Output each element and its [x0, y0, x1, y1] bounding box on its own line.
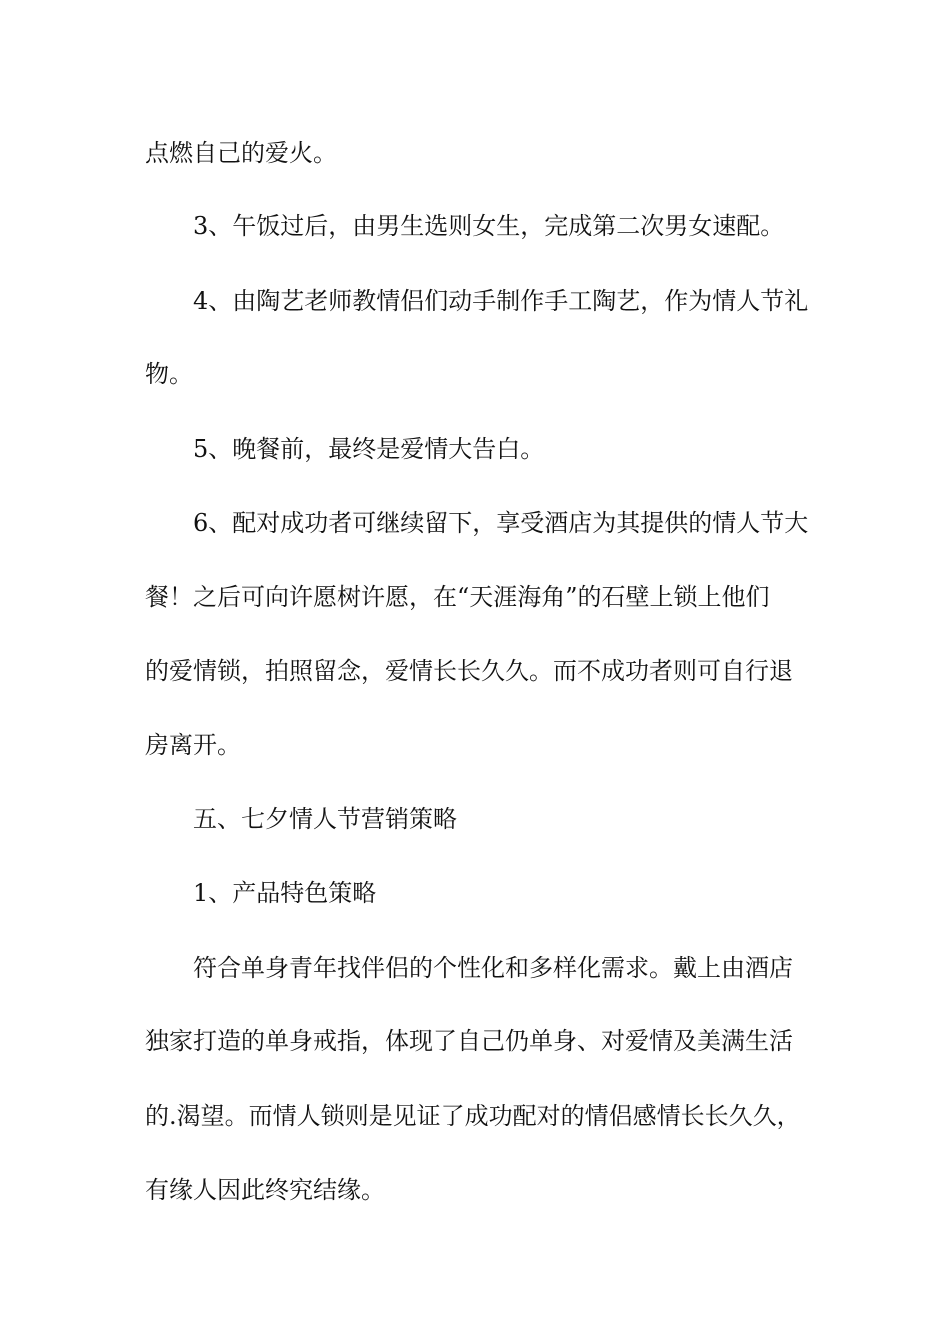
- paragraph-line: 5、晚餐前，最终是爱情大告白。: [193, 435, 545, 463]
- subsection-heading: 1、产品特色策略: [193, 879, 377, 907]
- paragraph-line: 符合单身青年找伴侣的个性化和多样化需求。戴上由酒店: [193, 954, 793, 982]
- paragraph-line: 的爱情锁，拍照留念，爱情长长久久。而不成功者则可自行退: [145, 657, 793, 685]
- paragraph-line: 6、配对成功者可继续留下，享受酒店为其提供的情人节大: [193, 509, 809, 537]
- paragraph-line: 房离开。: [145, 731, 241, 759]
- paragraph-line: 3、午饭过后，由男生选则女生，完成第二次男女速配。: [193, 212, 785, 240]
- paragraph-line: 4、由陶艺老师教情侣们动手制作手工陶艺，作为情人节礼: [193, 287, 809, 315]
- paragraph-line: 独家打造的单身戒指，体现了自己仍单身、对爱情及美满生活: [145, 1027, 793, 1055]
- paragraph-line: 物。: [145, 360, 193, 388]
- paragraph-line: 的.渴望。而情人锁则是见证了成功配对的情侣感情长长久久，: [145, 1102, 801, 1130]
- paragraph-line: 餐！之后可向许愿树许愿，在“天涯海角”的石壁上锁上他们: [145, 583, 770, 611]
- paragraph-line: 点燃自己的爱火。: [145, 139, 337, 167]
- paragraph-line: 有缘人因此终究结缘。: [145, 1176, 385, 1204]
- section-heading: 五、七夕情人节营销策略: [193, 805, 457, 833]
